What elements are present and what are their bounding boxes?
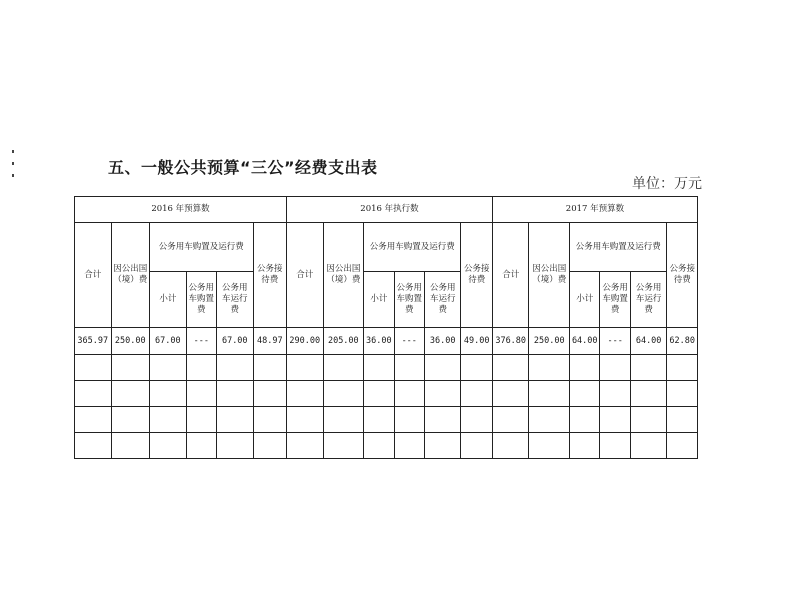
empty-table-cell [570,381,600,407]
col-header-abroad: 因公出国（境）费 [323,223,364,328]
table-cell: 49.00 [461,328,492,355]
empty-table-cell [323,407,364,433]
empty-table-cell [394,355,424,381]
col-header-purchase: 公务用车购置费 [600,272,630,328]
empty-table-cell [492,433,529,459]
empty-table-cell [150,381,187,407]
empty-table-cell [111,355,150,381]
empty-table-cell [492,381,529,407]
group-header-2017-budget: 2017 年预算数 [492,197,697,223]
empty-table-cell [424,355,461,381]
empty-table-cell [111,407,150,433]
col-header-abroad: 因公出国（境）费 [111,223,150,328]
table-cell: 36.00 [364,328,394,355]
unit-label: 单位：万元 [632,176,702,192]
empty-table-cell [217,381,254,407]
table-cell: --- [186,328,216,355]
empty-table-cell [570,433,600,459]
empty-table-cell [461,381,492,407]
table-cell: 64.00 [630,328,667,355]
empty-table-cell [186,407,216,433]
table-cell: 67.00 [150,328,187,355]
col-header-total: 合计 [75,223,112,328]
table-cell: 205.00 [323,328,364,355]
empty-table-cell [529,381,570,407]
empty-table-cell [364,433,394,459]
empty-table-cell [394,381,424,407]
col-header-total: 合计 [287,223,324,328]
empty-table-cell [492,355,529,381]
empty-table-cell [394,433,424,459]
col-header-total: 合计 [492,223,529,328]
empty-table-cell [529,433,570,459]
table-cell: --- [394,328,424,355]
col-header-reception: 公务接待费 [667,223,698,328]
empty-table-cell [600,381,630,407]
col-header-purchase: 公务用车购置费 [186,272,216,328]
table-cell: 36.00 [424,328,461,355]
empty-table-cell [461,433,492,459]
table-cell: 62.80 [667,328,698,355]
empty-table-cell [323,433,364,459]
empty-table-cell [529,407,570,433]
empty-table-cell [150,433,187,459]
empty-table-cell [364,407,394,433]
table-cell: 250.00 [529,328,570,355]
table-row [75,328,698,355]
empty-table-cell [323,355,364,381]
empty-table-cell [424,433,461,459]
col-header-reception: 公务接待费 [461,223,492,328]
col-header-vehicle: 公务用车购置及运行费 [364,223,461,272]
empty-table-cell [287,407,324,433]
empty-table-cell [529,355,570,381]
header-row-columns [75,223,698,272]
col-header-subtotal: 小计 [150,272,187,328]
col-header-operate: 公务用车运行费 [217,272,254,328]
empty-table-cell [217,433,254,459]
empty-table-cell [630,433,667,459]
empty-table-cell [424,381,461,407]
empty-table-cell [394,407,424,433]
col-header-operate: 公务用车运行费 [424,272,461,328]
empty-table-cell [461,407,492,433]
header-row-groups [75,197,698,223]
empty-table-cell [667,355,698,381]
table-cell: 376.80 [492,328,529,355]
empty-table-cell [600,433,630,459]
empty-table-cell [600,407,630,433]
empty-table-cell [186,433,216,459]
empty-table-cell [600,355,630,381]
empty-table-cell [630,381,667,407]
empty-table-cell [570,355,600,381]
empty-table-row [75,381,698,407]
empty-table-cell [75,355,112,381]
group-header-2016-actual: 2016 年执行数 [287,197,493,223]
col-header-subtotal: 小计 [570,272,600,328]
empty-table-cell [461,355,492,381]
col-header-operate: 公务用车运行费 [630,272,667,328]
empty-table-cell [253,381,287,407]
empty-rows [75,355,698,459]
table-cell: --- [600,328,630,355]
empty-table-cell [253,407,287,433]
empty-table-cell [492,407,529,433]
empty-table-cell [150,407,187,433]
empty-table-row [75,433,698,459]
scan-marks [12,150,18,190]
empty-table-cell [150,355,187,381]
empty-table-cell [364,381,394,407]
empty-table-cell [253,433,287,459]
table-cell: 67.00 [217,328,254,355]
empty-table-cell [323,381,364,407]
empty-table-cell [364,355,394,381]
table-cell: 64.00 [570,328,600,355]
empty-table-cell [111,433,150,459]
empty-table-cell [424,407,461,433]
empty-table-cell [287,433,324,459]
empty-table-cell [111,381,150,407]
empty-table-cell [186,381,216,407]
col-header-purchase: 公务用车购置费 [394,272,424,328]
budget-table [74,196,698,459]
col-header-abroad: 因公出国（境）费 [529,223,570,328]
col-header-vehicle: 公务用车购置及运行费 [570,223,667,272]
page-title: 五、一般公共预算“三公”经费支出表 [108,158,378,177]
empty-table-row [75,355,698,381]
table-cell: 365.97 [75,328,112,355]
empty-table-cell [217,407,254,433]
empty-table-cell [75,407,112,433]
empty-table-row [75,407,698,433]
table-cell: 250.00 [111,328,150,355]
empty-table-cell [186,355,216,381]
empty-table-cell [667,407,698,433]
empty-table-cell [217,355,254,381]
empty-table-cell [75,381,112,407]
empty-table-cell [570,407,600,433]
table-cell: 290.00 [287,328,324,355]
table-cell: 48.97 [253,328,287,355]
empty-table-cell [630,407,667,433]
empty-table-cell [287,355,324,381]
col-header-subtotal: 小计 [364,272,394,328]
col-header-vehicle: 公务用车购置及运行费 [150,223,253,272]
empty-table-cell [253,355,287,381]
empty-table-cell [75,433,112,459]
empty-table-cell [630,355,667,381]
group-header-2016-budget: 2016 年预算数 [75,197,287,223]
empty-table-cell [667,381,698,407]
col-header-reception: 公务接待费 [253,223,287,328]
empty-table-cell [667,433,698,459]
empty-table-cell [287,381,324,407]
header-row-subcolumns [75,272,698,328]
